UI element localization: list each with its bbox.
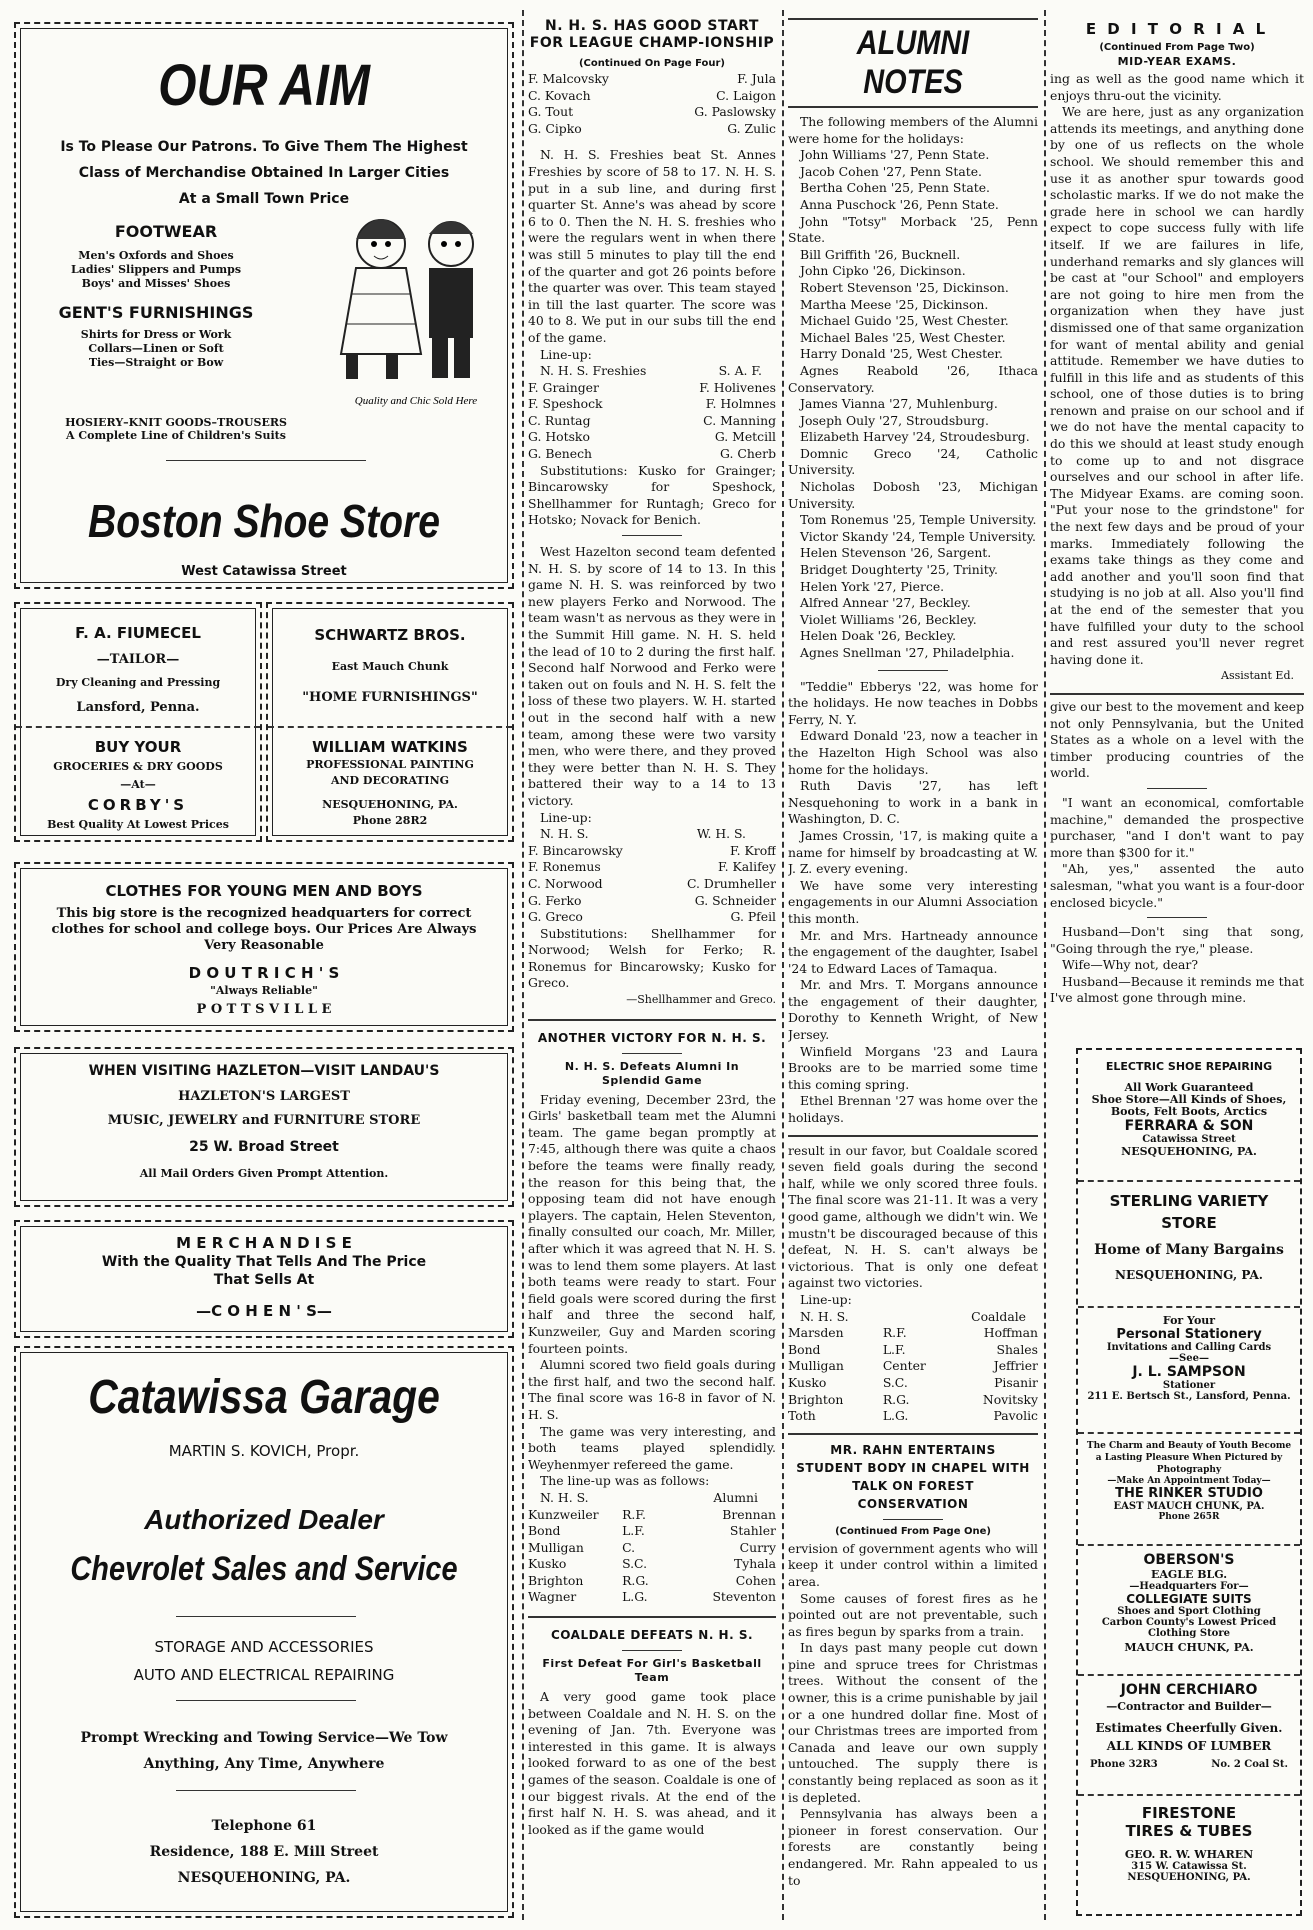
cerchiaro-line: ALL KINDS OF LUMBER [1106, 1739, 1272, 1753]
lineup-row: G. Cipko G. Zulic [528, 120, 776, 136]
substitutions: Substitutions: Shellhammer for Norwood; Welsh for Ferko; R. Ronemus for Bincarowsky; Kusko for Greco. [528, 925, 776, 991]
ferrara-street: Catawissa Street [1142, 1134, 1236, 1145]
lineup-row: F. Grainger F. Holivenes [528, 379, 776, 395]
lineup-row: Brighton R.G. Cohen [528, 1572, 776, 1588]
article-paragraph: Winfield Morgans '23 and Laura Brooks are to be married some time this coming spring. [788, 1043, 1038, 1092]
lineup-title: Line-up: [800, 1291, 852, 1307]
lineup-row: Mulligan C. Curry [528, 1539, 776, 1555]
rinker-line: The Charm and Beauty of Youth Become a Lasting Pleasure When Pictured by Photography [1086, 1441, 1292, 1475]
article-paragraph: "Ah, yes," assented the auto salesman, "what you want is a four-door enclosed bicycle." [1050, 861, 1304, 910]
alumni-entry: Agnes Snellman '27, Philadelphia. [800, 645, 1015, 660]
alumni-entry: Joseph Ouly '27, Stroudsburg. [800, 412, 989, 428]
doutrich-motto: "Always Reliable" [210, 984, 318, 997]
corby-line: Best Quality At Lowest Prices [47, 818, 229, 831]
lineup-head: N. H. S. W. H. S. [540, 826, 746, 842]
landau-title: WHEN VISITING HAZLETON—VISIT LANDAU'S [88, 1063, 440, 1079]
garage-dealer: Authorized Dealer [144, 1504, 384, 1535]
watkins-name: WILLIAM WATKINS [312, 738, 468, 756]
lineup-title: Line-up: [540, 809, 592, 825]
lineup-row: F. Malcovsky F. Jula [528, 71, 776, 86]
cohen-name: —C O H E N ' S— [196, 1302, 332, 1320]
lineup-row: G. Benech G. Cherb [528, 446, 776, 462]
article-paragraph: Husband—Because it reminds me that I've almost gone through mine. [1050, 973, 1304, 1006]
landau-line: HAZLETON'S LARGEST [178, 1089, 350, 1104]
doutrich-body: This big store is the recognized headquarters for correct clothes for school and college boys. Our Prices Are Always Very Reasonable [51, 906, 477, 953]
lineup-title: The line-up was as follows: [540, 1473, 710, 1489]
alumni-entry: Helen Doak '26, Beckley. [800, 628, 957, 644]
headline-league: N. H. S. HAS GOOD START FOR LEAGUE CHAMP-IONSHIP [529, 18, 775, 51]
alumni-entry: Bridget Doughterty '25, Trinity. [800, 562, 998, 578]
article-paragraph: The following members of the Alumni were home for the holidays: [788, 114, 1038, 146]
landau-ad [14, 1047, 514, 1207]
ferrara-name: FERRARA & SON [1124, 1118, 1254, 1134]
lineup-row: F. Speshock F. Holmnes [528, 396, 776, 412]
alumni-entry: Violet Williams '26, Beckley. [800, 611, 977, 627]
corby-line: GROCERIES & DRY GOODS [53, 760, 223, 773]
rinker-name: THE RINKER STUDIO [1115, 1486, 1263, 1501]
alumni-entry: Harry Donald '25, West Chester. [800, 346, 1003, 362]
alumni-entry: Martha Meese '25, Dickinson. [800, 296, 989, 312]
fiumecel-ad [14, 602, 262, 842]
substitutions: Substitutions: Kusko for Grainger; Bincarowsky for Speshock, Shellhammer for Runtagh; Greco for Hotsko; Novack for Benich. [528, 462, 776, 528]
watkins-line: PROFESSIONAL PAINTING [306, 758, 474, 771]
cohen-line: With the Quality That Tells And The Price [101, 1254, 427, 1270]
byline: Assistant Ed. [1221, 669, 1294, 683]
alumni-entry: Michael Bales '25, West Chester. [800, 329, 1006, 345]
article-paragraph: Wife—Why not, dear? [1062, 957, 1198, 973]
sampson-line: Stationer [1162, 1380, 1216, 1391]
byline: —Shellhammer and Greco. [626, 993, 776, 1007]
article-paragraph: "I want an economical, comfortable machine," demanded the prospective purchaser, "and I don't want to pay more than $300 for it." [1050, 794, 1304, 860]
article-paragraph: ervision of government agents who will keep it under control within a limited area. [788, 1540, 1038, 1589]
sterling-town: NESQUEHONING, PA. [1114, 1268, 1263, 1282]
alumni-entry: John Williams '27, Penn State. [800, 147, 990, 163]
alumni-entry: Domnic Greco '24, Catholic University. [788, 445, 1038, 478]
cohen-title: M E R C H A N D I S E [176, 1234, 352, 1252]
oberson-line: COLLEGIATE SUITS [1126, 1592, 1252, 1606]
lineup-row: Kunzweiler R.F. Brennan [528, 1506, 776, 1522]
illustration-caption: Quality and Chic Sold Here [354, 395, 478, 407]
article-paragraph: We are here, just as any organization attends its meetings, and anything done by one of us reflects on the whole school. We should remember this and use it as another spur towards good scholastic marks. If we do not make the grade here in school we can hardly expect to cope success fully with life itself. If we are failures in life, underhand remarks and sly glances will be cast at "our School" and employers are not going to hire men from the organization when they have just dismissed one of that same organization for want of mental ability and genial attitude. Remember we have duties to fulfill in this life and as students of this school, one of those duties is to bring renown and praise on our school and if we do not have the mental capacity to do this we should at least study enough to come up to and not disgrace ourselves and our school in after life. The Midyear Exams. are coming soon. "Put your nose to the grindstone" for the next few days and be proud of your marks. Immediately following the exams take things as they come and add another and you'll soon find that studying is no job at all. Also you'll find at the end of the semester that you have fulfilled your duty to the school and rest assured you'll never regret having done it. [1050, 104, 1304, 667]
children-illustration [326, 204, 506, 414]
cerchiaro-phone: Phone 32R3 [1090, 1759, 1158, 1770]
alumni-entry: Alfred Annear '27, Beckley. [800, 595, 971, 611]
lineup-row: Kusko S.C. Pisanir [788, 1374, 1038, 1390]
cerchiaro-line: Estimates Cheerfully Given. [1095, 1721, 1283, 1735]
cohen-ad [14, 1220, 514, 1338]
article-paragraph: In days past many people cut down pine and spruce trees for Christmas trees. Without the consent of the owner, this is a crime punishable by jail or a one hundred dollar fine. Most of our Christmas trees are imported from Canada and leave our own supply untouched. The supply there is constantly being replaced as soon as it is depleted. [788, 1640, 1038, 1805]
doutrich-ad [14, 862, 514, 1032]
lineup-row: Bond L.F. Stahler [528, 1523, 776, 1539]
garage-town: NESQUEHONING, PA. [177, 1870, 351, 1886]
garage-line: AUTO AND ELECTRICAL REPAIRING [133, 1666, 395, 1684]
fiumecel-name: F. A. FIUMECEL [75, 624, 201, 642]
lineup-row: C. Kovach C. Laigon [528, 87, 776, 103]
alumni-entry: Jacob Cohen '27, Penn State. [800, 163, 982, 179]
alumni-entry: Helen York '27, Pierce. [800, 578, 945, 594]
doutrich-town: P O T T S V I L L E [196, 1002, 332, 1017]
lineup-row: C. Runtag C. Manning [528, 412, 776, 428]
boston-shoe-store-ad [14, 22, 514, 589]
footwear-item: Boys' and Misses' Shoes [81, 277, 231, 290]
alumni-entry: Helen Stevenson '26, Sargent. [800, 545, 992, 561]
oberson-line: Shoes and Sport Clothing [1117, 1606, 1261, 1617]
corby-name: CORBY'S [87, 796, 189, 814]
firestone-line: FIRESTONE [1141, 1804, 1237, 1822]
continued-note: (Continued From Page One) [835, 1525, 991, 1537]
alumni-entry: Michael Guido '25, West Chester. [800, 313, 1009, 329]
gents-item: Collars—Linen or Soft [88, 342, 224, 355]
ferrara-line: Shoe Store—All Kinds of Shoes, Boots, Felt Boots, Arctics [1091, 1093, 1287, 1118]
lineup-row: C. Norwood C. Drumheller [528, 875, 776, 891]
lineup-row: Toth L.G. Pavolic [788, 1408, 1038, 1424]
sampson-line: Invitations and Calling Cards [1106, 1342, 1272, 1353]
childrens-line: A Complete Line of Children's Suits [66, 429, 286, 442]
firestone-line: TIRES & TUBES [1125, 1822, 1253, 1840]
article-paragraph: West Hazelton second team defented N. H. S. by score of 14 to 13. In this game N. H. S. was reinforced by two new players Ferko and Norwood. The team wasn't as nervous as they were in the Summit Hill game. N. H. S. held the lead of 10 to 2 during the first half. Second half Norwood and Ferko were taken out on fouls and N. H. S. felt the loss of these two players. W. H. started out in the second half with a new team, among these were two varsity men, who were there, and they proved they were better than N. H. S. They battered their way to a 14 to 13 victory. [528, 544, 776, 808]
gents-heading: GENT'S FURNISHINGS [58, 303, 254, 322]
garage-brand: Chevrolet Sales and Service [70, 1550, 458, 1588]
lineup-row: G. Greco G. Pfeil [528, 909, 776, 925]
oberson-line: EAGLE BLG. [1150, 1568, 1228, 1581]
landau-line: All Mail Orders Given Prompt Attention. [139, 1167, 389, 1180]
headline-coaldale: COALDALE DEFEATS N. H. S. [550, 1628, 754, 1643]
article-paragraph: Some causes of forest fires as he pointed out are not preventable, such as fires begun by sparks from a train. [788, 1590, 1038, 1639]
ads-column4 [1076, 1048, 1302, 1916]
alumni-entry: Agnes Reabold '26, Ithaca Conservatory. [788, 362, 1038, 395]
sampson-line: Personal Stationery [1116, 1327, 1262, 1342]
article-paragraph: "Teddie" Ebberys '22, was home for the holidays. He now teaches in Dobbs Ferry, N. Y. [788, 678, 1038, 727]
oberson-line: —Headquarters For— [1129, 1581, 1249, 1592]
column-sports [528, 10, 776, 1920]
continued-note: (Continued From Page Two) [1099, 42, 1255, 53]
lineup-row: G. Hotsko G. Metcill [528, 429, 776, 445]
subhead-victory: N. H. S. Defeats Alumni In Splendid Game [564, 1059, 740, 1087]
firestone-town: NESQUEHONING, PA. [1127, 1872, 1251, 1883]
oberson-name: OBERSON'S [1143, 1552, 1235, 1568]
alumni-entry: Nicholas Dobosh '23, Michigan University. [788, 479, 1038, 511]
garage-owner: MARTIN S. KOVICH, Propr. [168, 1442, 360, 1460]
article-paragraph: Edward Donald '23, now a teacher in the Hazelton High School was also home for the holidays. [788, 728, 1038, 777]
lineup-head: N. H. S. Alumni [540, 1489, 758, 1505]
store-name: Boston Shoe Store [88, 495, 440, 547]
our-aim-title: OUR AIM [158, 53, 370, 118]
aim-line: Is To Please Our Patrons. To Give Them The Highest [60, 139, 468, 155]
alumni-entry: Bill Griffith '26, Bucknell. [800, 246, 961, 262]
sterling-line: STERLING VARIETY [1109, 1192, 1269, 1210]
landau-address: 25 W. Broad Street [189, 1139, 339, 1155]
lineup-row: Brighton R.G. Novitsky [788, 1391, 1038, 1407]
subhead-coaldale: First Defeat For Girl's Basketball Team [542, 1657, 762, 1685]
firestone-address: 315 W. Catawissa St. [1131, 1861, 1247, 1872]
alumni-entry: John Cipko '26, Dickinson. [800, 263, 966, 279]
sterling-line: Home of Many Bargains [1094, 1242, 1284, 1258]
oberson-town: MAUCH CHUNK, PA. [1124, 1641, 1254, 1654]
lineup-head: N. H. S. Coaldale [800, 1308, 1026, 1324]
article-paragraph: ing as well as the good name which it enjoys thru-out the vicinity. [1050, 71, 1304, 103]
cerchiaro-name: JOHN CERCHIARO [1120, 1682, 1258, 1698]
alumni-entry: James Vianna '27, Muhlenburg. [800, 396, 998, 412]
rinker-phone: Phone 265R [1158, 1512, 1220, 1522]
firestone-name: GEO. R. W. WHAREN [1124, 1848, 1254, 1861]
garage-line: Anything, Any Time, Anywhere [143, 1756, 385, 1772]
article-paragraph: A very good game took place between Coaldale and N. H. S. on the evening of Jan. 7th. Everyone was interested in this game. It is always looked forward to as one of the best games of the season. Coaldale is one of our biggest rivals. At the end of the first half N. H. S. was ahead, and it looked as if the game would [528, 1689, 776, 1837]
lineup-row: G. Ferko G. Schneider [528, 892, 776, 908]
article-paragraph: Ethel Brennan '27 was home over the holidays. [788, 1093, 1038, 1126]
lineup-row: Wagner L.G. Steventon [528, 1589, 776, 1605]
ferrara-town: NESQUEHONING, PA. [1121, 1145, 1257, 1158]
lineup-row: Kusko S.C. Tyhala [528, 1556, 776, 1572]
lineup-row: Mulligan Center Jeffrier [788, 1358, 1038, 1374]
footwear-item: Ladies' Slippers and Pumps [70, 263, 242, 276]
lineup-title: Line-up: [540, 346, 592, 362]
gents-item: Shirts for Dress or Work [80, 328, 232, 341]
sterling-line: STORE [1161, 1214, 1217, 1232]
alumni-entry: Anna Puschock '26, Penn State. [800, 196, 999, 212]
schwartz-name: SCHWARTZ BROS. [314, 626, 466, 644]
article-paragraph: Husband—Don't sing that song, "Going through the rye," please. [1050, 924, 1304, 956]
cerchiaro-line: —Contractor and Builder— [1106, 1700, 1272, 1713]
article-paragraph: Friday evening, December 23rd, the Girls' basketball team met the Alumni team. The game began promptly at 7:45, although there was quite a chaos before the teams were finally ready, the reason for this being that, the opposing team did not have enough players. The captain, Helen Steventon, finally consulted our coach, Mr. Miller, after which it was agreed that N. H. S. was to lend them some players. At last both teams were ready to start. Four field goals were scored during the first half and three the second half, Kunzweiler, Guy and Marden scoring fourteen points. [528, 1091, 776, 1356]
landau-line: MUSIC, JEWELRY and FURNITURE STORE [107, 1113, 421, 1128]
store-street: West Catawissa Street [181, 564, 347, 579]
footwear-heading: FOOTWEAR [114, 222, 218, 241]
article-paragraph: Ruth Davis '27, has left Nesquehoning to work in a bank in Washington, D. C. [788, 778, 1038, 827]
lineup-row: F. Ronemus F. Kalifey [528, 859, 776, 875]
article-paragraph: give our best to the movement and keep not only Pennsylvania, but the United States as a whole on a level with the timber producing countries of the world. [1050, 698, 1304, 781]
headline-victory: ANOTHER VICTORY FOR N. H. S. [537, 1030, 767, 1045]
lineup-row: Marsden R.F. Hoffman [788, 1325, 1038, 1341]
lineup-head: N. H. S. Freshies S. A. F. [540, 363, 762, 379]
alumni-entry: Robert Stevenson '25, Dickinson. [800, 279, 1009, 295]
cohen-line: That Sells At [213, 1272, 315, 1288]
garage-line: Prompt Wrecking and Towing Service—We Tow [80, 1730, 448, 1746]
watkins-line: AND DECORATING [330, 774, 450, 787]
ferrara-line: All Work Guaranteed [1124, 1081, 1254, 1094]
sampson-name: J. L. SAMPSON [1132, 1364, 1246, 1380]
corby-line: —At— [120, 778, 156, 791]
aim-line: At a Small Town Price [178, 191, 350, 207]
oberson-line: Carbon County's Lowest Priced Clothing Store [1101, 1617, 1277, 1639]
corby-line: BUY YOUR [94, 738, 182, 756]
schwartz-slogan: "HOME FURNISHINGS" [302, 690, 478, 705]
sampson-address: 211 E. Bertsch St., Lansford, Penna. [1087, 1391, 1291, 1402]
alumni-entry: Tom Ronemus '25, Temple University. [800, 512, 1037, 528]
fiumecel-trade: —TAILOR— [96, 652, 180, 667]
continued-note: (Continued On Page Four) [578, 58, 725, 69]
doutrich-name: D O U T R I C H ' S [188, 964, 340, 982]
schwartz-town: East Mauch Chunk [331, 660, 449, 673]
cerchiaro-address: No. 2 Coal St. [1211, 1759, 1288, 1770]
footwear-item: Men's Oxfords and Shoes [78, 249, 234, 262]
watkins-town: NESQUEHONING, PA. [322, 798, 458, 811]
watkins-phone: Phone 28R2 [352, 814, 428, 827]
article-paragraph: Pennsylvania has always been a pioneer in forest conservation. Our forests are constantly being endangered. Mr. Rahn appealed to us to [788, 1806, 1038, 1888]
article-paragraph: Mr. and Mrs. T. Morgans announce the engagement of their daughter, Dorothy to Kenneth Wright, of New Jersey. [788, 977, 1038, 1043]
garage-line: STORAGE AND ACCESSORIES [154, 1638, 374, 1656]
article-paragraph: Mr. and Mrs. Hartneady announce the engagement of the daughter, Isabel '24 to Edward Laces of Tamaqua. [788, 927, 1038, 976]
lineup-row: G. Tout G. Paslowsky [528, 104, 776, 120]
alumni-notes-title: ALUMNI NOTES [856, 24, 970, 101]
alumni-entry: Bertha Cohen '25, Penn State. [800, 180, 990, 196]
lineup-row: F. Bincarowsky F. Kroff [528, 842, 776, 858]
sampson-line: For Your [1162, 1314, 1216, 1327]
rinker-town: EAST MAUCH CHUNK, PA. [1113, 1501, 1265, 1512]
gents-item: Ties—Straight or Bow [88, 356, 224, 369]
alumni-entry: John "Totsy" Morback '25, Penn State. [788, 213, 1038, 246]
article-paragraph: Alumni scored two field goals during the first half, and two the second half. The final score was 16-8 in favor of N. H. S. [528, 1357, 776, 1422]
garage-phone: Telephone 61 [211, 1818, 317, 1834]
alumni-entry: Victor Skandy '24, Temple University. [800, 528, 1037, 544]
garage-residence: Residence, 188 E. Mill Street [149, 1844, 379, 1860]
lineup-row: Bond L.F. Shales [788, 1341, 1038, 1357]
article-paragraph: N. H. S. Freshies beat St. Annes Freshies by score of 58 to 17. N. H. S. put in a sub line, and during first quarter St. Anne's was ahead by score 6 to 0. Then the N. H. S. freshies who were the regulars went in when there was still 5 minutes to play till the end of the quarter and got 26 points before the quarter was over. This team stayed in till the last quarter. The score was 40 to 8. We put in our subs till the end of the game. [528, 147, 776, 345]
article-paragraph: result in our favor, but Coaldale scored seven field goals during the second half, while we only scored three fouls. The final score was 21-11. It was a very good game, although we didn't win. We mustn't be discouraged because of this defeat, N. H. S. can't always be victorious. That is only one defeat against two victories. [788, 1142, 1038, 1291]
headline-rahn: MR. RAHN ENTERTAINS STUDENT BODY IN CHAPEL WITH TALK ON FOREST CONSERVATION [796, 1442, 1030, 1511]
hosiery-line: HOSIERY–KNIT GOODS–TROUSERS [65, 416, 287, 429]
article-paragraph: The game was very interesting, and both teams played splendidly. Weyhenmyer refereed the game. [528, 1423, 776, 1472]
aim-line: Class of Merchandise Obtained In Larger Cities [78, 165, 450, 181]
alumni-entry: Elizabeth Harvey '24, Stroudesburg. [800, 429, 1030, 445]
rinker-line: —Make An Appointment Today— [1107, 1476, 1271, 1486]
schwartz-ad [266, 602, 514, 842]
catawissa-garage-ad [14, 1346, 514, 1918]
ferrara-title: ELECTRIC SHOE REPAIRING [1105, 1060, 1273, 1073]
garage-title: Catawissa Garage [88, 1371, 440, 1424]
fiumecel-town: Lansford, Penna. [76, 700, 200, 715]
doutrich-title: CLOTHES FOR YOUNG MEN AND BOYS [105, 882, 423, 900]
article-paragraph: James Crossin, '17, is making quite a name for himself by broadcasting at W. J. Z. every evening. [788, 827, 1038, 877]
sampson-line: —See— [1169, 1353, 1209, 1364]
fiumecel-service: Dry Cleaning and Pressing [55, 676, 221, 689]
column-alumni [788, 10, 1038, 1920]
editorial-title: E D I T O R I A L [1085, 20, 1269, 38]
article-paragraph: We have some very interesting engagements in our Alumni Association this month. [788, 877, 1038, 926]
editorial-head: MID-YEAR EXAMS. [1117, 55, 1237, 68]
